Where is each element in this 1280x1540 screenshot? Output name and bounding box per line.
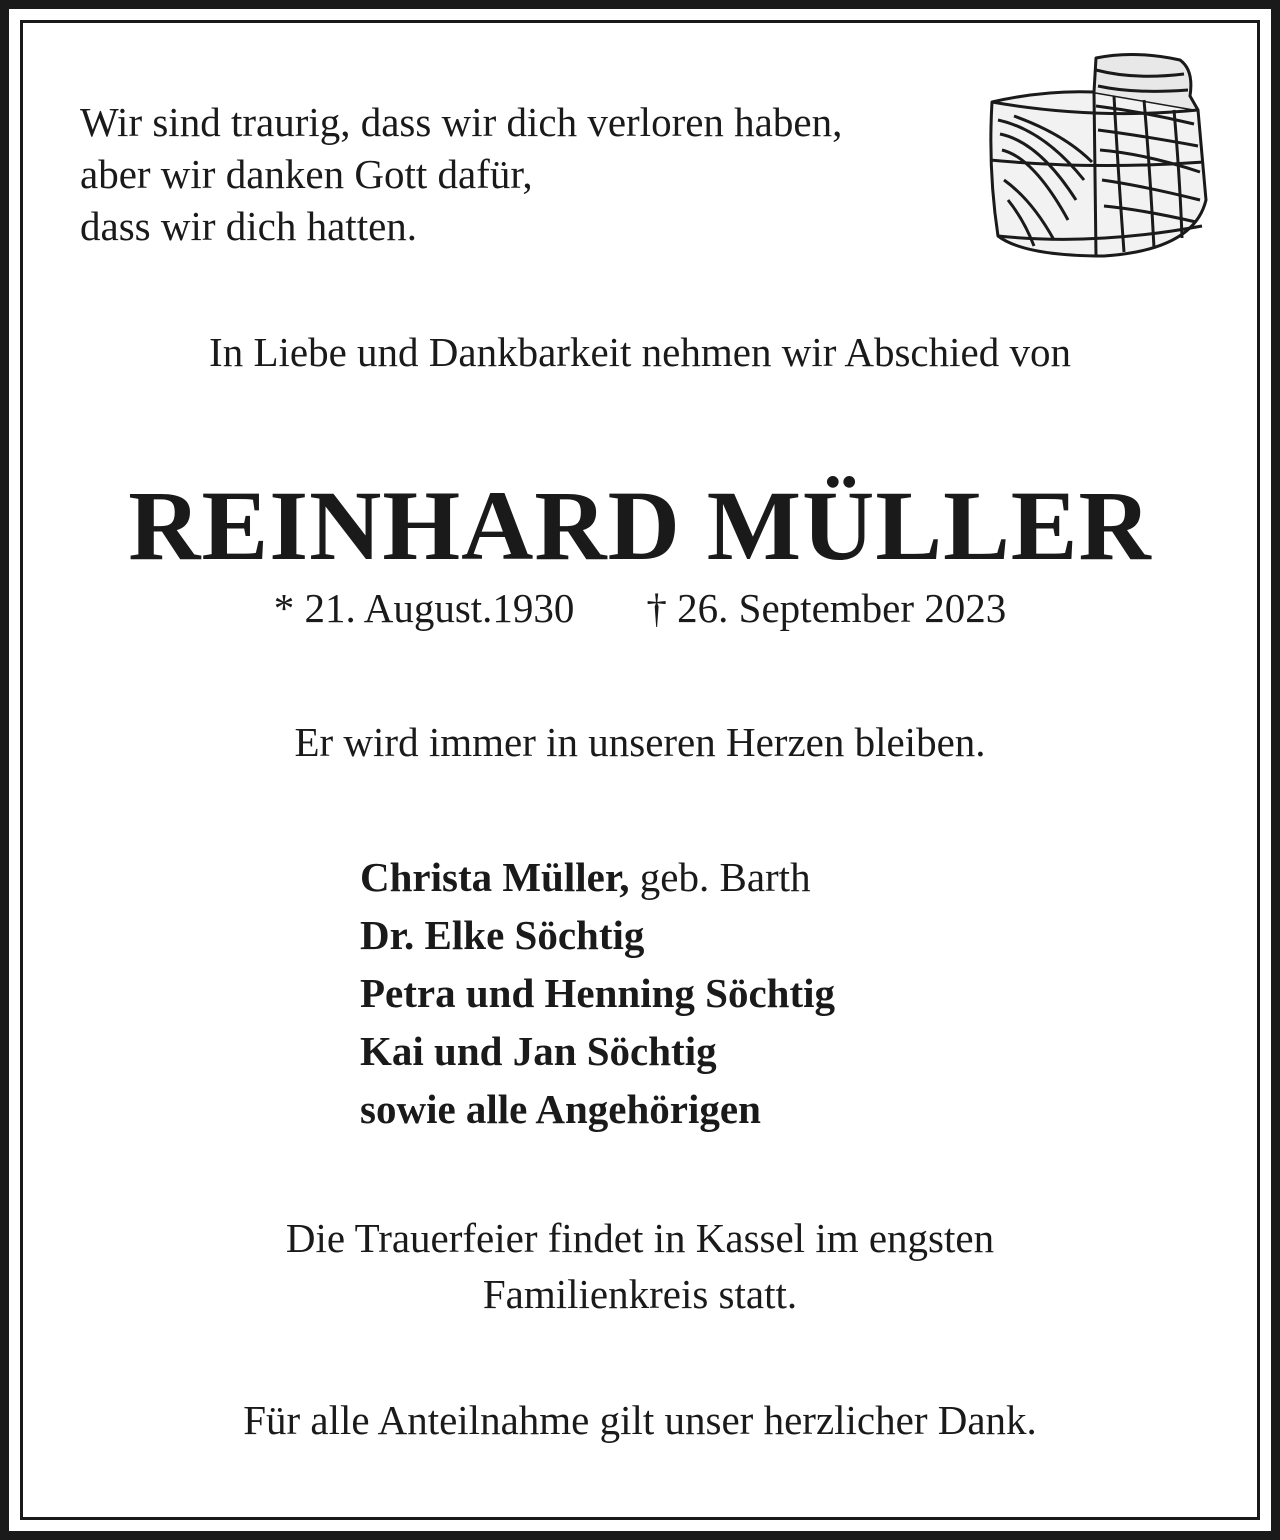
poem-line: Wir sind traurig, dass wir dich verloren haben, (80, 99, 843, 145)
poem-line: aber wir danken Gott dafür, (80, 151, 533, 197)
mourner-item (360, 964, 835, 1022)
remembrance-line: Er wird immer in unseren Herzen bleiben. (294, 719, 986, 765)
mourner-item (360, 1080, 835, 1138)
death-date: † 26. September 2023 (646, 585, 1007, 631)
mourner-suffix: geb. Barth (639, 854, 811, 900)
mourner-item (360, 906, 835, 964)
mourner-name: Dr. Elke Söchtig (360, 912, 645, 958)
birth-date: * 21. August.1930 (273, 585, 575, 631)
poem-line: dass wir dich hatten. (80, 203, 418, 249)
ceremony-notice (0, 1210, 1280, 1322)
mourner-item (360, 848, 835, 906)
mourner-name: Christa Müller, (360, 854, 630, 900)
life-dates (0, 582, 1280, 634)
mourner-name: Petra und Henning Söchtig (360, 970, 835, 1016)
ceremony-line: Die Trauerfeier findet in Kassel im engsten (285, 1215, 995, 1261)
poem (80, 96, 842, 252)
mourners-list (360, 848, 835, 1138)
wooden-basket-icon (984, 50, 1212, 260)
ceremony-line: Familienkreis statt. (482, 1271, 798, 1317)
thanks-line: Für alle Anteilnahme gilt unser herzlicher Dank. (243, 1397, 1037, 1443)
mourner-name: sowie alle Angehörigen (360, 1086, 761, 1132)
deceased-name: REINHARD MÜLLER (128, 470, 1152, 581)
mourner-name: Kai und Jan Söchtig (360, 1028, 717, 1074)
mourner-item (360, 1022, 835, 1080)
farewell-intro: In Liebe und Dankbarkeit nehmen wir Abschied von (209, 329, 1071, 375)
